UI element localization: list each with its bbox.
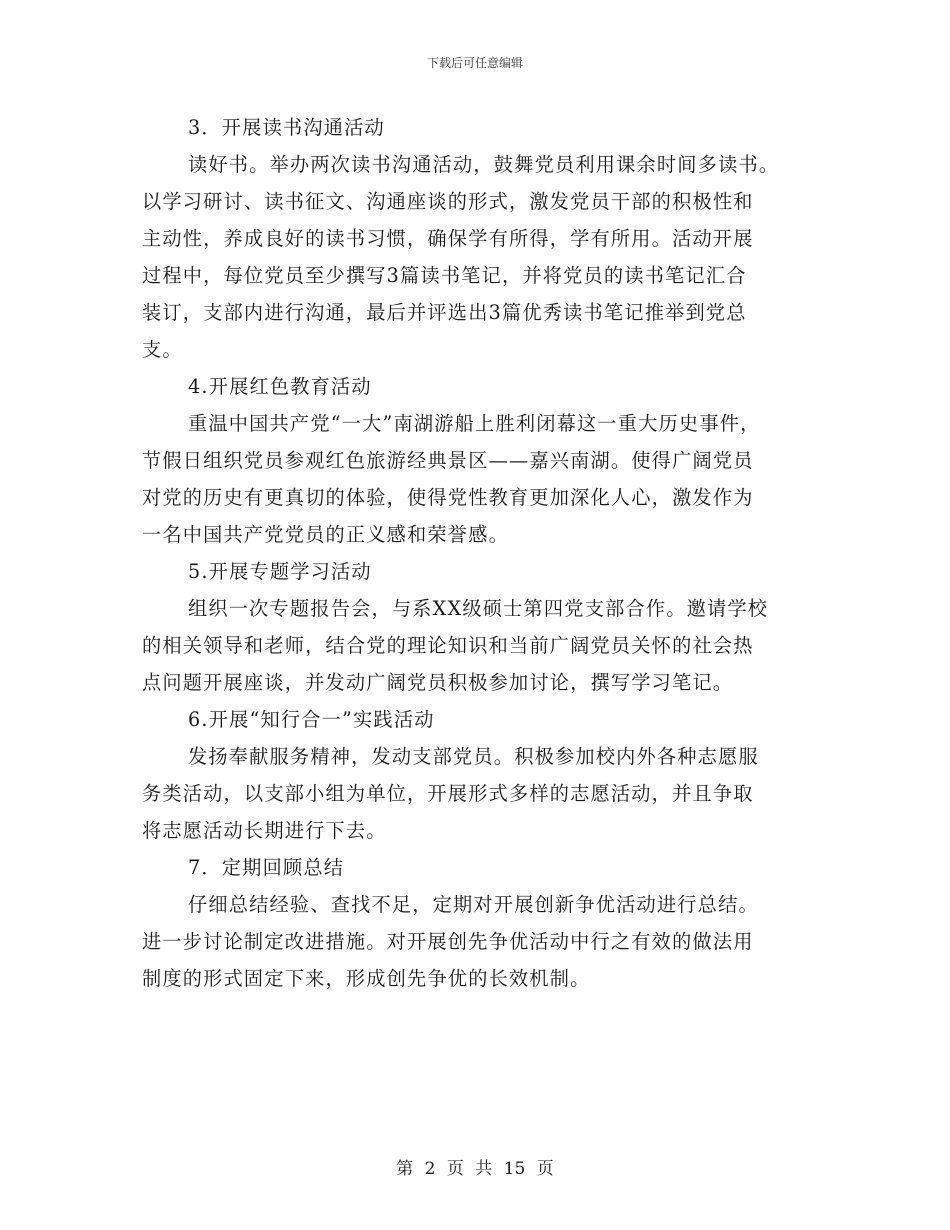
text-line: 一名中国共产党党员的正义感和荣誉感。	[142, 523, 509, 546]
text-line: 6.开展“知行合一”实践活动	[188, 708, 435, 731]
text-line: 将志愿活动长期进行下去。	[142, 819, 387, 842]
text-line: 支。	[142, 338, 183, 361]
text-line: 制度的形式固定下来，形成创先争优的长效机制。	[142, 967, 591, 990]
text-line: 读好书。举办两次读书沟通活动，鼓舞党员利用课余时间多读书。	[188, 153, 780, 176]
text-line: 仔细总结经验、查找不足，定期对开展创新争优活动进行总结。	[188, 893, 759, 916]
text-line: 发扬奉献服务精神，发动支部党员。积极参加校内外各种志愿服	[188, 745, 759, 768]
text-line: 以学习研讨、读书征文、沟通座谈的形式，激发党员干部的积极性和	[142, 190, 754, 213]
text-line: 务类活动，以支部小组为单位，开展形式多样的志愿活动，并且争取	[142, 782, 754, 805]
text-line: 点问题开展座谈，并发动广阔党员积极参加讨论，撰写学习笔记。	[142, 671, 734, 694]
text-line: 4.开展红色教育活动	[188, 375, 372, 398]
text-line: 装订，支部内进行沟通，最后并评选出3篇优秀读书笔记推举到党总	[142, 301, 747, 324]
page-number: 第 2 页 共 15 页	[396, 1159, 554, 1179]
text-line: 5.开展专题学习活动	[188, 560, 372, 583]
text-line: 节假日组织党员参观红色旅游经典景区——嘉兴南湖。使得广阔党员	[142, 449, 754, 472]
body-content	[142, 109, 814, 997]
text-line: 对党的历史有更真切的体验，使得党性教育更加深化人心，激发作为	[142, 486, 754, 509]
text-line: 组织一次专题报告会，与系XX级硕士第四党支部合作。邀请学校	[188, 597, 769, 620]
text-line: 重温中国共产党“一大”南湖游船上胜利闭幕这一重大历史事件，	[188, 412, 761, 435]
text-line: 3．开展读书沟通活动	[188, 116, 385, 139]
text-line: 主动性，养成良好的读书习惯，确保学有所得，学有所用。活动开展	[142, 227, 754, 250]
text-line: 进一步讨论制定改进措施。对开展创先争优活动中行之有效的做法用	[142, 930, 754, 953]
text-line: 的相关领导和老师，结合党的理论知识和当前广阔党员关怀的社会热	[142, 634, 754, 657]
text-line: 7．定期回顾总结	[188, 856, 345, 879]
header-note: 下载后可任意编辑	[426, 56, 523, 70]
text-line: 过程中，每位党员至少撰写3篇读书笔记，并将党员的读书笔记汇合	[142, 264, 747, 287]
